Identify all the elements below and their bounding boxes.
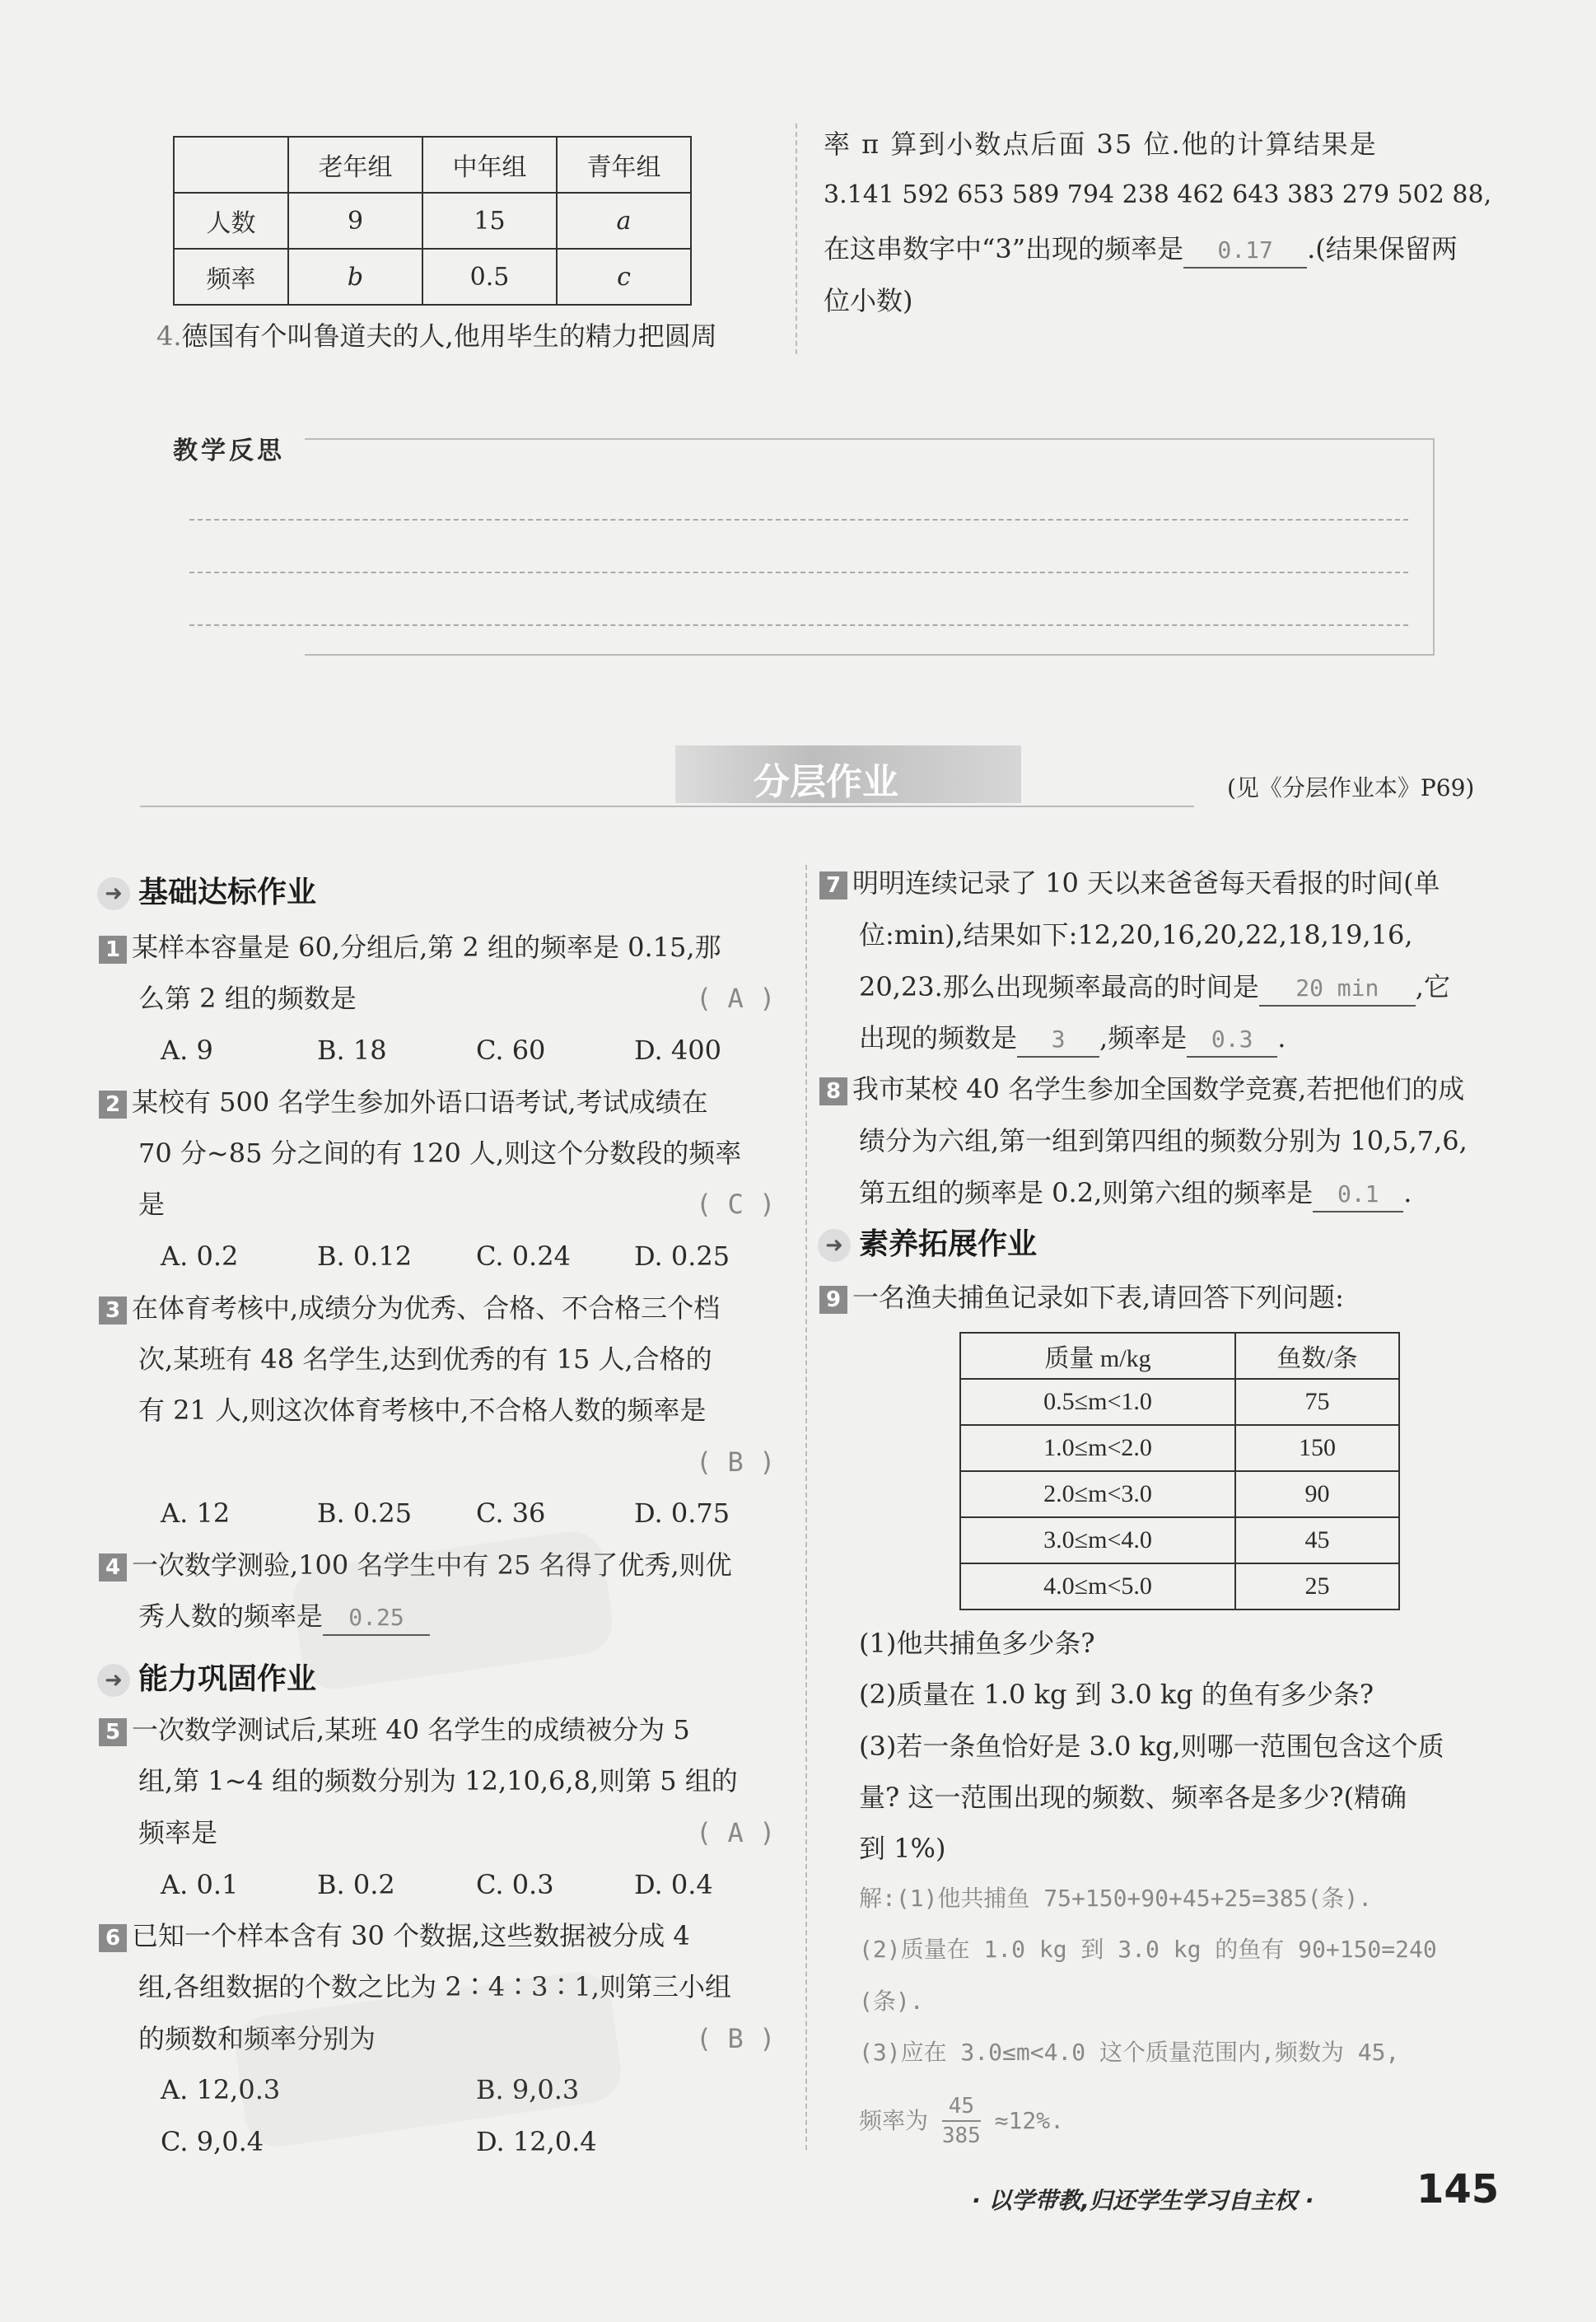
option: C. 60 — [476, 1035, 546, 1066]
q9-solution1: 解:(1)他共捕鱼 75+150+90+45+25=385(条). — [859, 1885, 1373, 1912]
reflection-line — [189, 519, 1408, 521]
q1-answer: ( A ) — [696, 983, 776, 1014]
q4-top-line5: 位小数) — [824, 285, 913, 316]
q4-top-line2: 率 π 算到小数点后面 35 位.他的计算结果是 — [824, 128, 1378, 160]
group-table-header — [174, 137, 288, 193]
fish-table-cell: 75 — [1235, 1379, 1399, 1425]
question-number: 2 — [99, 1091, 127, 1119]
q6-line3: 的频数和频率分别为 — [138, 2023, 376, 2054]
banner-rule — [140, 806, 1194, 807]
q2-line2: 70 分~85 分之间的有 120 人,则这个分数段的频率 — [138, 1138, 742, 1169]
fish-table-cell: 45 — [1235, 1517, 1399, 1563]
column-divider — [796, 124, 797, 354]
reflection-line — [189, 572, 1408, 573]
q7-line3: 20,23.那么出现频率最高的时间是 20 min ,它 — [859, 970, 1450, 1007]
answer-blank: 0.17 — [1183, 234, 1307, 269]
question-number: 3 — [99, 1296, 127, 1325]
q8-line1: 8 我市某校 40 名学生参加全国数学竞赛,若把他们的成 — [819, 1072, 1464, 1105]
answer-blank: 0.3 — [1187, 1023, 1277, 1058]
page-number: 145 — [1416, 2166, 1500, 2212]
column-divider — [805, 865, 807, 2150]
option: D. 0.75 — [634, 1497, 730, 1529]
option: B. 0.25 — [317, 1497, 413, 1529]
fraction-numerator: 45 — [942, 2092, 981, 2122]
q6-line1: 6 已知一个样本含有 30 个数据,这些数据被分成 4 — [99, 1919, 690, 1952]
q4-line1: 4 一次数学测验,100 名学生中有 25 名得了优秀,则优 — [99, 1549, 732, 1581]
question-number: 4 — [99, 1553, 127, 1581]
q7-line4: 出现的频数是 3 ,频率是 0.3 . — [859, 1021, 1286, 1058]
banner — [675, 745, 1021, 803]
q5-line3: 频率是 — [138, 1817, 218, 1848]
group-table-header: 老年组 — [288, 137, 422, 193]
reflection-line — [189, 624, 1408, 626]
answer-blank: 0.1 — [1313, 1178, 1403, 1212]
fish-table-cell: 0.5≤m<1.0 — [960, 1379, 1235, 1425]
fish-table-cell: 4.0≤m<5.0 — [960, 1563, 1235, 1610]
arrow-icon: ➜ — [97, 1664, 130, 1697]
option: A. 12,0.3 — [161, 2074, 281, 2105]
group-table-cell: b — [288, 249, 422, 305]
option: D. 400 — [634, 1035, 721, 1066]
q9-part1: (1)他共捕鱼多少条? — [859, 1628, 1095, 1659]
group-table-cell: 频率 — [174, 249, 288, 305]
q4-top-line3: 3.141 592 653 589 794 238 462 643 383 279 502 88, — [824, 180, 1492, 209]
question-number: 7 — [819, 871, 847, 899]
q2-line3: 是 — [138, 1189, 166, 1220]
fraction-denominator: 385 — [941, 2123, 981, 2148]
q9-solution2a: (2)质量在 1.0 kg 到 3.0 kg 的鱼有 90+150=240 — [859, 1936, 1437, 1963]
option: C. 0.24 — [476, 1240, 571, 1272]
question-number: 4. — [156, 320, 182, 352]
arrow-icon: ➜ — [818, 1229, 851, 1262]
q7-line2: 位:min),结果如下:12,20,16,20,22,18,19,16, — [859, 919, 1413, 951]
group-table-cell: c — [557, 249, 691, 305]
option: A. 0.2 — [161, 1240, 239, 1272]
q9-solution4: 频率为 $\frac{45}{385}$ ≈12%. — [859, 2094, 1064, 2148]
fish-table-cell: 2.0≤m<3.0 — [960, 1471, 1235, 1517]
q8-line2: 绩分为六组,第一组到第四组的频数分别为 10,5,7,6, — [859, 1125, 1468, 1156]
q9-intro: 9 一名渔夫捕鱼记录如下表,请回答下列问题: — [819, 1281, 1344, 1314]
q5-answer: ( A ) — [696, 1817, 776, 1848]
q6-answer: ( B ) — [696, 2023, 776, 2054]
reflection-box — [305, 438, 1435, 656]
group-table-cell: 0.5 — [422, 249, 557, 305]
question-number: 8 — [819, 1077, 847, 1105]
question-number: 6 — [99, 1924, 127, 1952]
banner-title: 分层作业 — [754, 761, 898, 803]
section-ability: ➜ 能力巩固作业 — [97, 1656, 316, 1698]
q6-line2: 组,各组数据的个数之比为 2∶4∶3∶1,则第三小组 — [138, 1971, 731, 2002]
q9-part2: (2)质量在 1.0 kg 到 3.0 kg 的鱼有多少条? — [859, 1679, 1374, 1710]
q4-top-line4: 在这串数字中“3”出现的频率是 0.17 .(结果保留两 — [824, 232, 1458, 269]
option: B. 0.12 — [317, 1240, 413, 1272]
answer-blank: 20 min — [1259, 972, 1416, 1007]
q3-line2: 次,某班有 48 名学生,达到优秀的有 15 人,合格的 — [138, 1343, 712, 1375]
q3-line1: 3 在体育考核中,成绩分为优秀、合格、不合格三个档 — [99, 1292, 720, 1325]
option: B. 0.2 — [317, 1869, 395, 1900]
q5-line1: 5 一次数学测试后,某班 40 名学生的成绩被分为 5 — [99, 1713, 690, 1746]
q3-answer: ( B ) — [696, 1446, 776, 1478]
fish-table-cell: 1.0≤m<2.0 — [960, 1425, 1235, 1471]
option: A. 12 — [161, 1497, 231, 1529]
option: C. 36 — [476, 1497, 546, 1529]
option: B. 18 — [317, 1035, 387, 1066]
section-basic: ➜ 基础达标作业 — [97, 869, 316, 911]
group-table-cell: a — [557, 193, 691, 249]
answer-blank: 3 — [1017, 1023, 1099, 1058]
section-extend: ➜ 素养拓展作业 — [818, 1221, 1037, 1263]
q9-part3a: (3)若一条鱼恰好是 3.0 kg,则哪一范围包含这个质 — [859, 1731, 1444, 1762]
answer-blank: 0.25 — [323, 1601, 430, 1636]
q1-line2: 么第 2 组的频数是 — [138, 983, 357, 1014]
option: D. 0.25 — [634, 1240, 730, 1272]
group-table-cell: 9 — [288, 193, 422, 249]
option: A. 9 — [161, 1035, 213, 1066]
fish-table-cell: 150 — [1235, 1425, 1399, 1471]
q2-line1: 2 某校有 500 名学生参加外语口语考试,考试成绩在 — [99, 1086, 708, 1119]
group-table — [173, 136, 692, 306]
q9-part3b: 量? 这一范围出现的频数、频率各是多少?(精确 — [859, 1782, 1407, 1813]
group-table-cell: 15 — [422, 193, 557, 249]
q2-answer: ( C ) — [696, 1189, 776, 1220]
option: D. 12,0.4 — [476, 2126, 597, 2157]
fish-table-cell: 90 — [1235, 1471, 1399, 1517]
question-number: 5 — [99, 1718, 127, 1746]
fish-table-header: 鱼数/条 — [1235, 1333, 1399, 1379]
q9-part3c: 到 1%) — [859, 1833, 946, 1864]
q1-line1: 1 某样本容量是 60,分组后,第 2 组的频率是 0.15,那 — [99, 931, 721, 964]
option: B. 9,0.3 — [476, 2074, 580, 2105]
footer-slogan: · 以学带教,归还学生学习自主权 · — [972, 2187, 1314, 2214]
q4-top-line1: 4.德国有个叫鲁道夫的人,他用毕生的精力把圆周 — [156, 320, 717, 352]
option: A. 0.1 — [161, 1869, 239, 1900]
fish-table-cell: 25 — [1235, 1563, 1399, 1610]
group-table-cell: 人数 — [174, 193, 288, 249]
q5-line2: 组,第 1~4 组的频数分别为 12,10,6,8,则第 5 组的 — [138, 1765, 738, 1796]
q3-line3: 有 21 人,则这次体育考核中,不合格人数的频率是 — [138, 1395, 707, 1426]
group-table-header: 青年组 — [557, 137, 691, 193]
banner-reference: (见《分层作业本》P69) — [1227, 774, 1475, 801]
reflection-title: 教学反思 — [173, 437, 285, 465]
group-table-header: 中年组 — [422, 137, 557, 193]
fraction — [942, 2092, 981, 2150]
arrow-icon: ➜ — [97, 877, 130, 910]
fish-table — [959, 1332, 1400, 1610]
q8-line3: 第五组的频率是 0.2,则第六组的频率是 0.1 . — [859, 1176, 1412, 1212]
q4-line2: 秀人数的频率是 0.25 — [138, 1600, 430, 1636]
q9-solution3: (3)应在 3.0≤m<4.0 这个质量范围内,频数为 45, — [859, 2039, 1400, 2066]
option: D. 0.4 — [634, 1869, 713, 1900]
question-number: 1 — [99, 936, 127, 964]
fish-table-header: 质量 m/kg — [960, 1333, 1235, 1379]
q9-solution2b: (条). — [859, 1988, 924, 2015]
option: C. 9,0.4 — [161, 2126, 264, 2157]
fish-table-cell: 3.0≤m<4.0 — [960, 1517, 1235, 1563]
option: C. 0.3 — [476, 1869, 554, 1900]
q7-line1: 7 明明连续记录了 10 天以来爸爸每天看报的时间(单 — [819, 867, 1440, 899]
question-number: 9 — [819, 1286, 847, 1314]
